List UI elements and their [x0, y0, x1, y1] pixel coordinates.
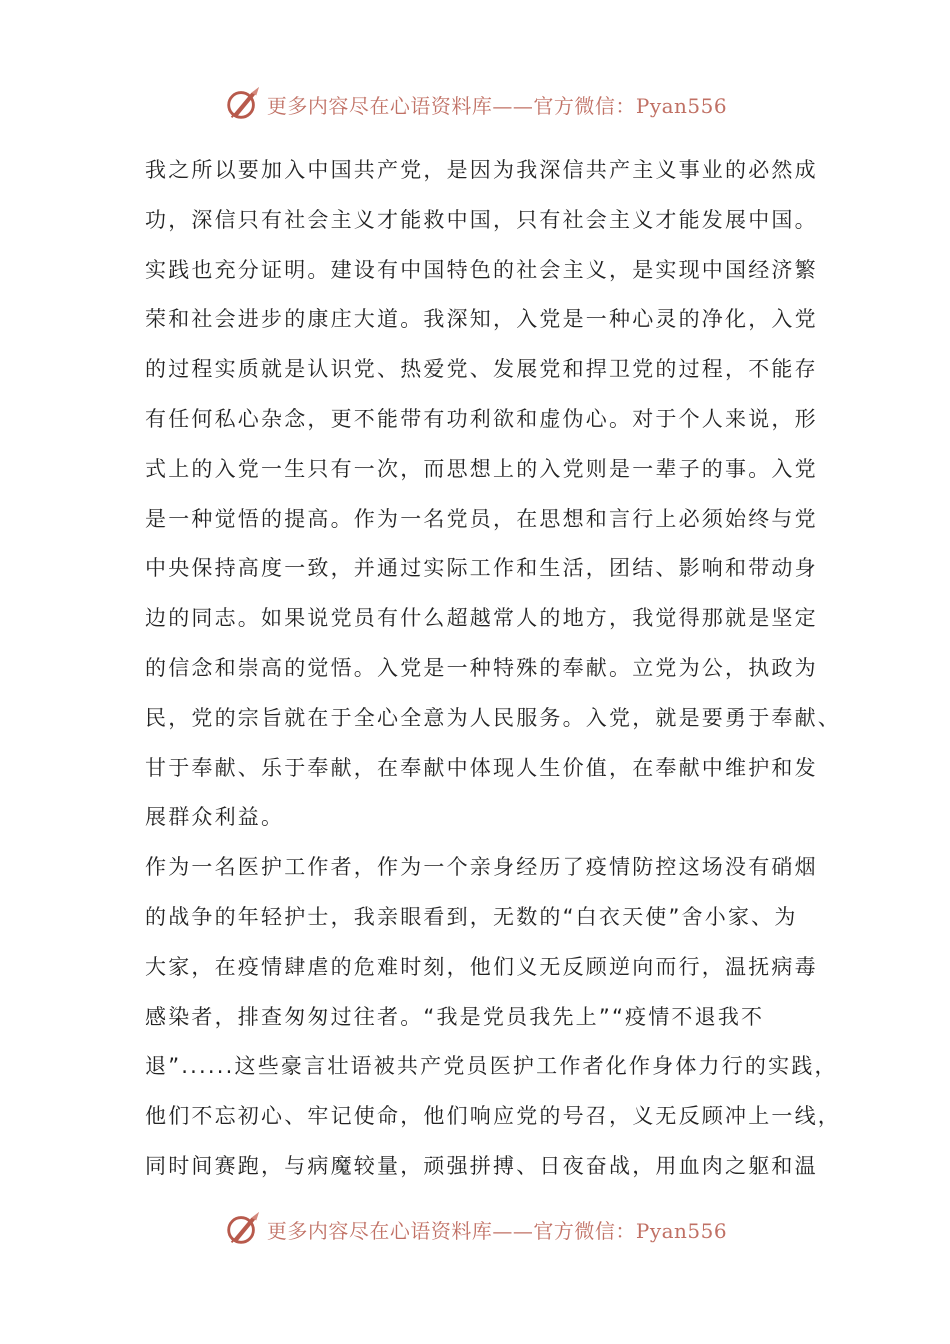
text-line: 是一种觉悟的提高。作为一名党员，在思想和言行上必须始终与党 [145, 506, 818, 531]
header-watermark-text: 更多内容尽在心语资料库——官方微信：Pyan556 [266, 93, 728, 118]
text-line: 大家，在疫情肆虐的危难时刻，他们义无反顾逆向而行，温抚病毒 [145, 954, 818, 979]
quill-logo-icon [223, 1210, 261, 1248]
text-line: 民，党的宗旨就在于全心全意为人民服务。入党，就是要勇于奉献、 [145, 705, 841, 730]
text-line: 甘于奉献、乐于奉献，在奉献中体现人生价值，在奉献中维护和发 [145, 755, 818, 780]
document-body [145, 146, 841, 1192]
text-line: 中央保持高度一致，并通过实际工作和生活，团结、影响和带动身 [145, 556, 818, 581]
text-line: 边的同志。如果说党员有什么超越常人的地方，我觉得那就是坚定 [145, 606, 818, 631]
text-line: 荣和社会进步的康庄大道。我深知，入党是一种心灵的净化，入党 [145, 307, 818, 332]
text-line: 我之所以要加入中国共产党，是因为我深信共产主义事业的必然成 [145, 158, 818, 182]
text-line: 式上的入党一生只有一次，而思想上的入党则是一辈子的事。入党 [145, 456, 818, 481]
text-line: 退”......这些豪言壮语被共产党员医护工作者化作身体力行的实践， [145, 1054, 838, 1079]
text-line: 展群众利益。 [145, 805, 285, 830]
footer-watermark-banner [0, 1209, 950, 1249]
text-line: 的过程实质就是认识党、热爱党、发展党和捍卫党的过程，不能存 [145, 357, 818, 382]
header-watermark-banner [0, 84, 950, 124]
text-line: 感染者，排查匆匆过往者。“我是党员我先上”“疫情不退我不 [145, 1004, 765, 1029]
footer-watermark-text: 更多内容尽在心语资料库——官方微信：Pyan556 [266, 1218, 728, 1243]
text-line: 有任何私心杂念，更不能带有功利欲和虚伪心。对于个人来说，形 [145, 406, 818, 431]
quill-logo-icon [223, 85, 261, 123]
text-line: 他们不忘初心、牢记使命，他们响应党的号召，义无反顾冲上一线， [145, 1104, 841, 1129]
text-line: 功，深信只有社会主义才能救中国，只有社会主义才能发展中国。 [145, 207, 818, 232]
text-line: 作为一名医护工作者，作为一个亲身经历了疫情防控这场没有硝烟 [145, 855, 818, 880]
text-line: 的信念和崇高的觉悟。入党是一种特殊的奉献。立党为公，执政为 [145, 655, 818, 680]
text-line: 的战争的年轻护士，我亲眼看到，无数的“白衣天使”舍小家、为 [145, 904, 798, 929]
text-line: 同时间赛跑，与病魔较量，顽强拼搏、日夜奋战，用血肉之躯和温 [145, 1153, 818, 1178]
text-line: 实践也充分证明。建设有中国特色的社会主义，是实现中国经济繁 [145, 257, 818, 282]
